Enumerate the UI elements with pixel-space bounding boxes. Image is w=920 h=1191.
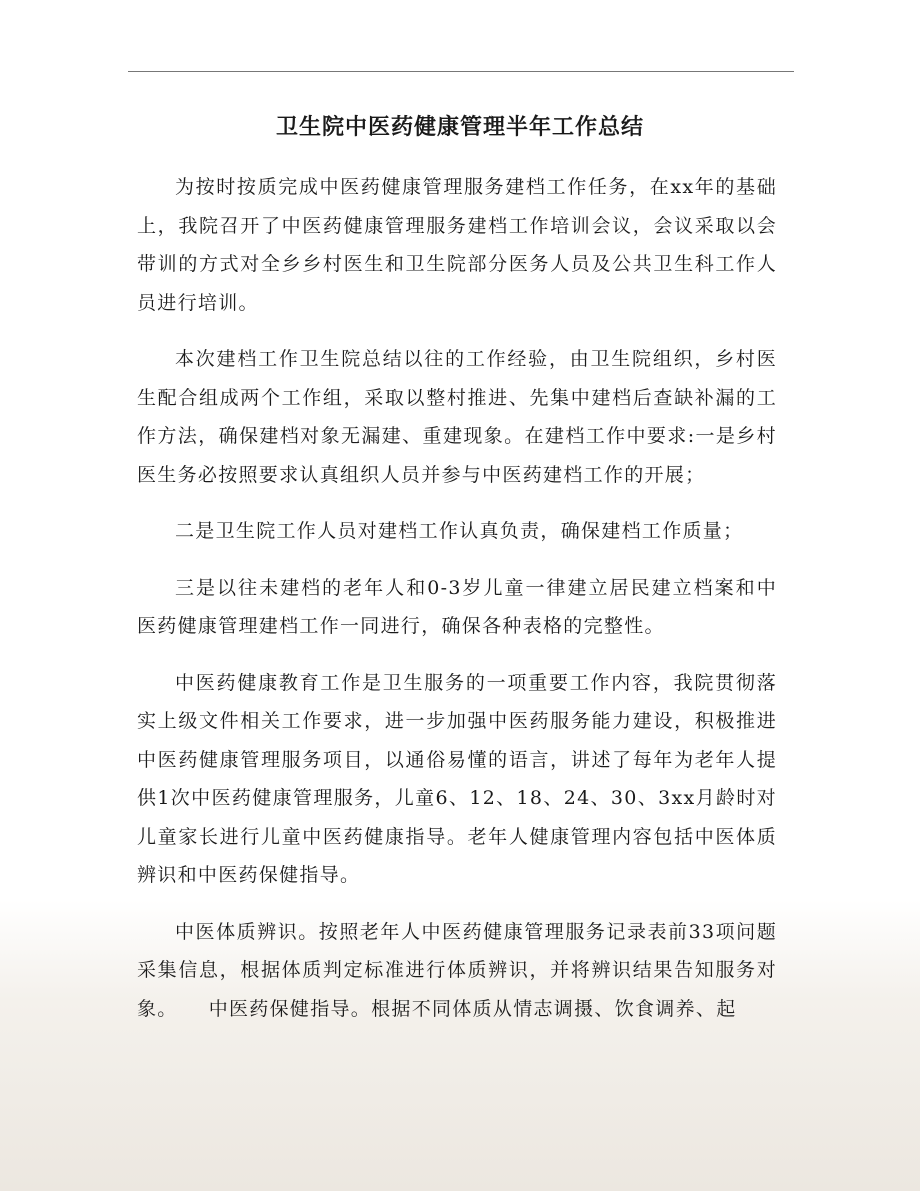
paragraph-6: 中医体质辨识。按照老年人中医药健康管理服务记录表前33项问题采集信息，根据体质判定标准进行体质辨识，并将辨识结果告知服务对象。 中医药保健指导。根据不同体质从情志调摄、饮食调养、起 (137, 920, 777, 1020)
paragraph-4: 三是以往未建档的老年人和0-3岁儿童一律建立居民建立档案和中医药健康管理建档工作一同进行，确保各种表格的完整性。 (137, 576, 777, 637)
paragraph-1: 为按时按质完成中医药健康管理服务建档工作任务，在xx年的基础上，我院召开了中医药健康管理服务建档工作培训会议，会议采取以会带训的方式对全乡乡村医生和卫生院部分医务人员及公共卫生科工作人员进行培训。 (137, 176, 777, 314)
document-title: 卫生院中医药健康管理半年工作总结 (275, 114, 644, 140)
paragraph-2: 本次建档工作卫生院总结以往的工作经验，由卫生院组织，乡村医生配合组成两个工作组，采取以整村推进、先集中建档后查缺补漏的工作方法，确保建档对象无漏建、重建现象。在建档工作中要求:一是乡村医生务必按照要求认真组织人员并参与中医药建档工作的开展； (137, 348, 777, 486)
document-body (137, 168, 777, 1046)
paragraph-3: 二是卫生院工作人员对建档工作认真负责，确保建档工作质量； (175, 520, 744, 542)
header-rule (128, 71, 794, 72)
paragraph-5: 中医药健康教育工作是卫生服务的一项重要工作内容，我院贯彻落实上级文件相关工作要求，进一步加强中医药服务能力建设，积极推进中医药健康管理服务项目，以通俗易懂的语言，讲述了每年为老年人提供1次中医药健康管理服务，儿童6、12、18、24、30、3xx月龄时对儿童家长进行儿童中医药健康指导。老年人健康管理内容包括中医体质辨识和中医药保健指导。 (137, 671, 777, 886)
